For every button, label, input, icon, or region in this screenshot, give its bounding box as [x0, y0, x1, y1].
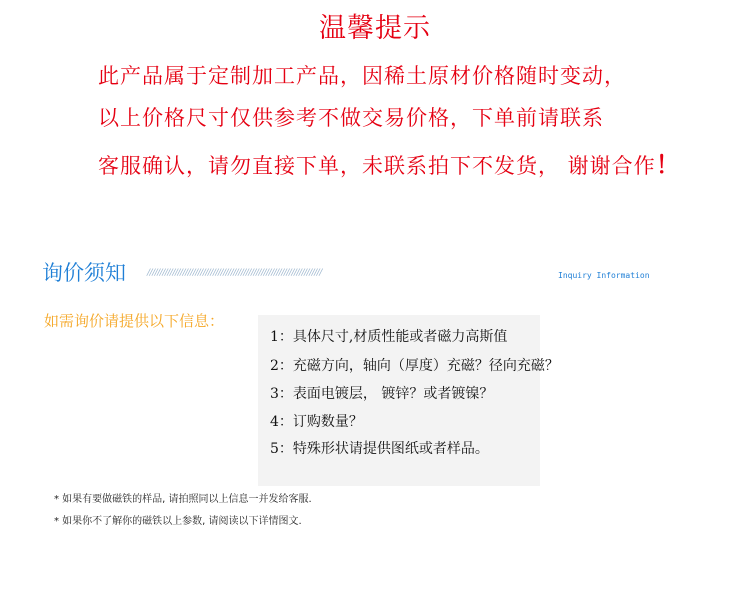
notice-line-3: [98, 145, 681, 180]
footnote: * 如果你不了解你的磁铁以上参数, 请阅读以下详情图文.: [54, 516, 302, 527]
inquiry-title: 询价须知: [42, 261, 126, 285]
info-item: 4：订购数量？: [270, 414, 363, 430]
notice-line-1: 此产品属于定制加工产品，因稀土原材价格随时变动，: [98, 64, 626, 88]
info-item: 1：具体尺寸,材质性能或者磁力高斯值: [270, 329, 508, 345]
inquiry-subtitle-en: Inquiry Information: [558, 271, 650, 280]
info-item: 3：表面电镀层， 镀锌？或者镀镍？: [270, 386, 494, 402]
info-item: 2：充磁方向，轴向（厚度）充磁？径向充磁？: [270, 358, 559, 374]
notice-title: 温馨提示: [319, 13, 431, 44]
notice-line-3-text: 客服确认，请勿直接下单，未联系拍下不发货， 谢谢合作: [98, 154, 656, 178]
exclamation-mark: ！: [655, 150, 681, 179]
footnote: * 如果有要做磁铁的样品, 请拍照同以上信息一并发给客服.: [54, 494, 312, 505]
info-item: 5：特殊形状请提供图纸或者样品。: [270, 441, 489, 457]
slash-divider: /////////////////////////////////////////////////////////////////////: [147, 268, 322, 278]
inquiry-prompt: 如需询价请提供以下信息：: [44, 312, 225, 330]
notice-line-2: 以上价格尺寸仅供参考不做交易价格，下单前请联系: [98, 106, 604, 130]
